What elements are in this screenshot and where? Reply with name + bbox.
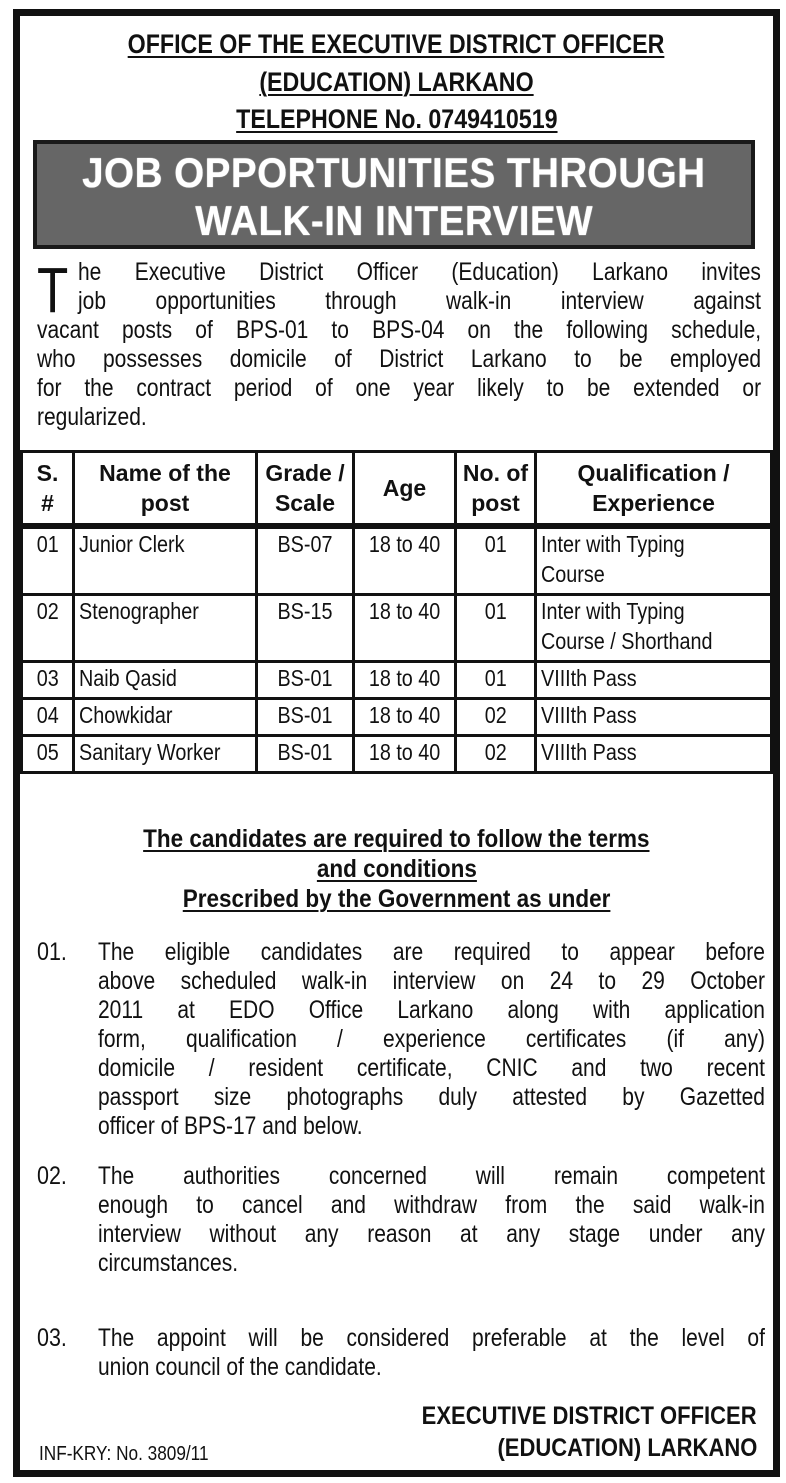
- table-row: 05 Sanitary Worker BS-01 18 to 40 02 VIIIth Pass: [22, 736, 772, 773]
- intro-dropcap: T: [37, 254, 69, 326]
- signature-line1: EXECUTIVE DISTRICT OFFICER: [422, 1402, 757, 1430]
- advertisement-frame: OFFICE OF THE EXECUTIVE DISTRICT OFFICER (EDUCATION) LARKANO TELEPHONE No. 0749410519 JOB OPPORTUNITIES THROUGH WALK-IN INTERVIEW T he Executive District Officer (Education) Larkano invites job opportunities through walk-in interview against vacant posts of BPS-01 to BPS-04 on the following schedule, who possesses domicile of District Larkano to be employed for the contract period of one year likely to be extended or regularized. S. # Name of the post Grade / Scale Age No. of post Qualification / Experience 01 Junior Clerk BS-07 18 to 40 01 Inter with Typing Course 02 Stenographer BS-15 18 to 40 01 Inter with Typing Course / Shorthand 03 Naib Qasid BS-01 18 to 40 01 VIIIth Pass 04 Chowkidar BS-01 18 to 40 02 VIIIth Pass 05 Sanitary Worker BS-01 18 to 40 02 VIIIth Pass The candidates are required to follow the terms and conditions Prescribed by the Government as under 01. The eligible candidates are required to appear before above scheduled walk-in interview on 24 to 29 October 2011 at EDO Office Larkano along with application form, qualification / experience certificates (if any) domicile / resident certificate, CNIC and two recent passport size photographs duly attested by Gazetted officer of BPS-17 and below. 02. The authorities concerned will remain competent enough to cancel and withdraw from the said walk-in interview without any reason at any stage under any circumstances. 03. The appoint will be considered preferable at the level of union council of the candidate. EXECUTIVE DISTRICT OFFICER (EDUCATION) LARKANO INF-KRY: No. 3809/11: [13, 9, 780, 1477]
- office-telephone: TELEPHONE No. 0749410519: [235, 104, 558, 134]
- table-row: 02 Stenographer BS-15 18 to 40 01 Inter with Typing Course / Shorthand: [22, 595, 772, 662]
- office-title-line2: (EDUCATION) LARKANO: [259, 67, 534, 97]
- table-row: 03 Naib Qasid BS-01 18 to 40 01 VIIIth Pass: [22, 662, 772, 699]
- terms-heading-line1: The candidates are required to follow the terms: [143, 825, 650, 853]
- header-age: Age: [354, 452, 456, 527]
- posts-table: [20, 450, 773, 774]
- office-title-line1: OFFICE OF THE EXECUTIVE DISTRICT OFFICER: [128, 29, 665, 59]
- terms-heading-line2: and conditions: [316, 855, 477, 883]
- reference-number: INF-KRY: No. 3809/11: [39, 1443, 209, 1465]
- job-banner: [33, 140, 755, 249]
- intro-paragraph: T he Executive District Officer (Education) Larkano invites job opportunities through walk-in interview against vacant posts of BPS-01 to BPS-04 on the following schedule, who possesses domicile of District Larkano to be employed for the contract period of one year likely to be extended or regularized.: [37, 254, 762, 431]
- header-sno: S. #: [22, 452, 74, 527]
- header-qualification: Qualification / Experience: [536, 452, 772, 527]
- banner-line2: WALK-IN INTERVIEW: [195, 197, 593, 244]
- table-row: 04 Chowkidar BS-01 18 to 40 02 VIIIth Pass: [22, 699, 772, 736]
- table-header-row: [22, 452, 772, 527]
- header-count: No. of post: [456, 452, 536, 527]
- banner-line1: JOB OPPORTUNITIES THROUGH: [82, 149, 706, 196]
- header-grade: Grade / Scale: [257, 452, 354, 527]
- signature-line2: (EDUCATION) LARKANO: [497, 1434, 757, 1462]
- header-post: Name of the post: [74, 452, 257, 527]
- terms-heading-line3: Prescribed by the Government as under: [182, 885, 611, 913]
- table-row: 01 Junior Clerk BS-07 18 to 40 01 Inter with Typing Course: [22, 526, 772, 595]
